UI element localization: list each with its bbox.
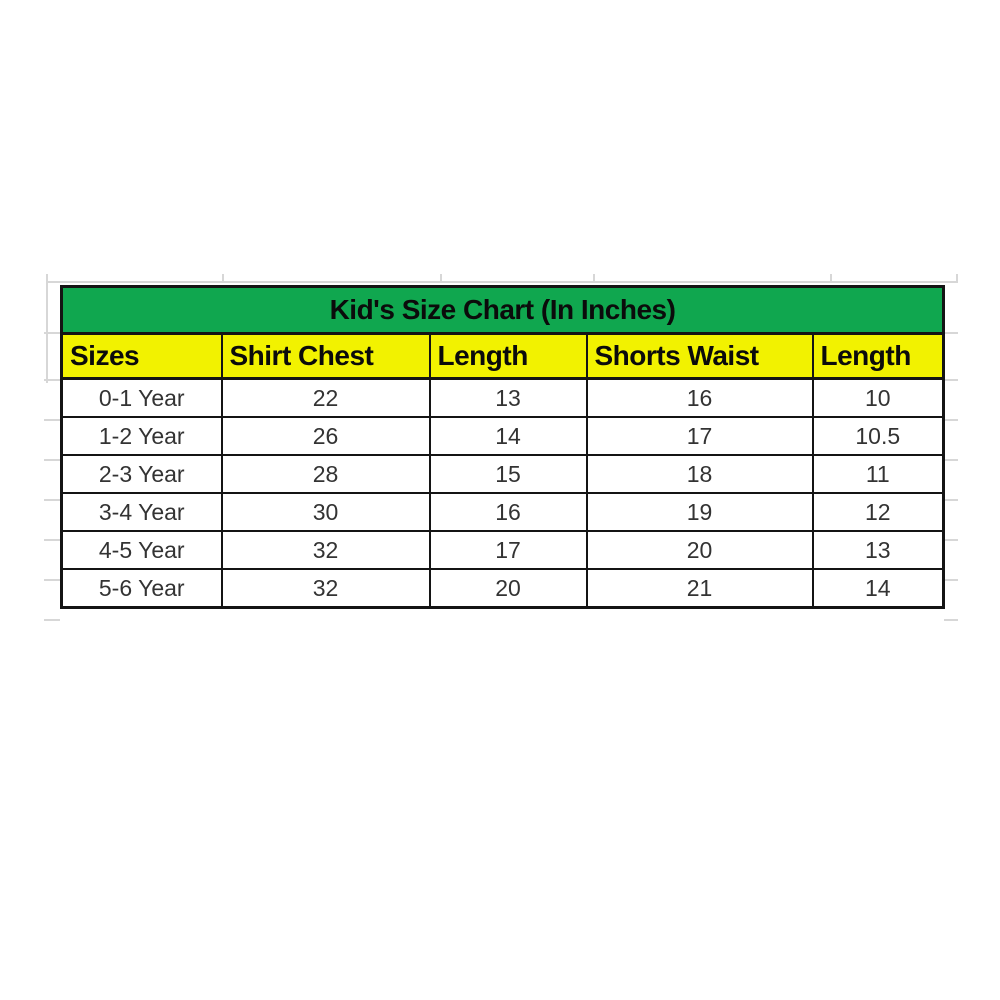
sheet-gridline <box>46 274 48 283</box>
cell-shorts-length: 12 <box>813 493 944 531</box>
cell-size: 0-1 Year <box>62 379 222 418</box>
cell-shirt-chest: 32 <box>222 569 430 608</box>
table-header-row <box>62 334 944 379</box>
sheet-gridline <box>944 539 958 541</box>
cell-shirt-length: 17 <box>430 531 587 569</box>
sheet-gridline <box>44 539 60 541</box>
cell-shirt-length: 14 <box>430 417 587 455</box>
cell-size: 5-6 Year <box>62 569 222 608</box>
cell-size: 4-5 Year <box>62 531 222 569</box>
table-row <box>62 455 944 493</box>
cell-size: 1-2 Year <box>62 417 222 455</box>
sheet-gridline <box>44 332 60 334</box>
cell-shorts-waist: 21 <box>587 569 813 608</box>
sheet-gridline <box>44 379 60 381</box>
sheet-gridline <box>944 619 958 621</box>
cell-shirt-chest: 28 <box>222 455 430 493</box>
cell-shirt-chest: 22 <box>222 379 430 418</box>
cell-size: 3-4 Year <box>62 493 222 531</box>
cell-shirt-chest: 30 <box>222 493 430 531</box>
sheet-gridline <box>44 619 60 621</box>
cell-shirt-chest: 26 <box>222 417 430 455</box>
table-row <box>62 569 944 608</box>
cell-shirt-length: 15 <box>430 455 587 493</box>
sheet-gridline <box>944 459 958 461</box>
cell-shirt-length: 20 <box>430 569 587 608</box>
sheet-gridline <box>944 379 958 381</box>
table-row <box>62 531 944 569</box>
column-header-shirt-chest: Shirt Chest <box>222 334 430 379</box>
cell-shorts-length: 10.5 <box>813 417 944 455</box>
sheet-gridline <box>593 274 595 283</box>
sheet-gridline <box>44 419 60 421</box>
table-title-row <box>62 287 944 334</box>
cell-shorts-length: 13 <box>813 531 944 569</box>
size-chart-table <box>60 285 945 609</box>
sheet-gridline <box>44 459 60 461</box>
sheet-gridline <box>830 274 832 283</box>
cell-shirt-length: 16 <box>430 493 587 531</box>
column-header-shorts-length: Length <box>813 334 944 379</box>
table-title: Kid's Size Chart (In Inches) <box>62 287 944 334</box>
cell-shorts-waist: 19 <box>587 493 813 531</box>
sheet-gridline <box>44 579 60 581</box>
sheet-gridline <box>944 579 958 581</box>
sheet-gridline <box>44 499 60 501</box>
cell-shorts-waist: 18 <box>587 455 813 493</box>
column-header-shorts-waist: Shorts Waist <box>587 334 813 379</box>
table-row <box>62 493 944 531</box>
sheet-gridline <box>944 499 958 501</box>
sheet-gridline <box>222 274 224 283</box>
cell-size: 2-3 Year <box>62 455 222 493</box>
cell-shorts-waist: 16 <box>587 379 813 418</box>
cell-shorts-waist: 20 <box>587 531 813 569</box>
cell-shirt-length: 13 <box>430 379 587 418</box>
table-row <box>62 417 944 455</box>
cell-shirt-chest: 32 <box>222 531 430 569</box>
sheet-gridline <box>944 332 958 334</box>
column-header-sizes: Sizes <box>62 334 222 379</box>
column-header-shirt-length: Length <box>430 334 587 379</box>
cell-shorts-waist: 17 <box>587 417 813 455</box>
table-row <box>62 379 944 418</box>
cell-shorts-length: 11 <box>813 455 944 493</box>
sheet-gridline <box>46 281 958 283</box>
cell-shorts-length: 14 <box>813 569 944 608</box>
cell-shorts-length: 10 <box>813 379 944 418</box>
sheet-gridline <box>944 419 958 421</box>
sheet-gridline <box>440 274 442 283</box>
sheet-gridline <box>956 274 958 283</box>
